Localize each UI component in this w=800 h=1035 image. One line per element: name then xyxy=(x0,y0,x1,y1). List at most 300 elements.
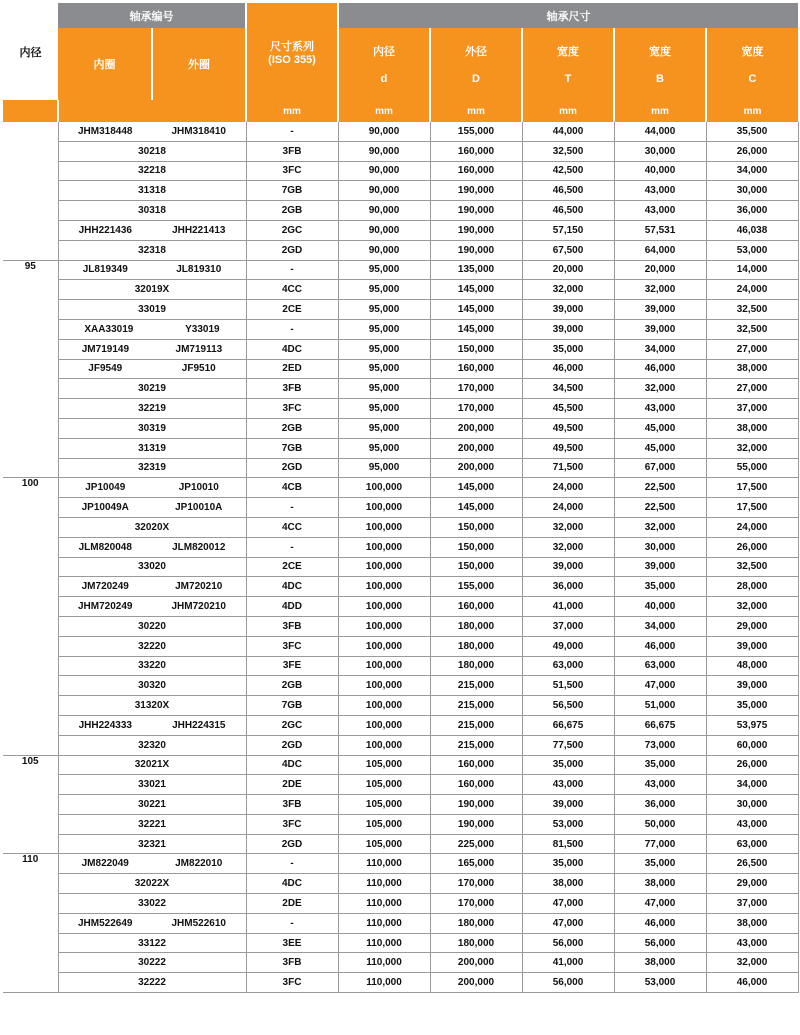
dim-T-cell: 24,000 xyxy=(522,478,614,498)
bearing-number: 32221 xyxy=(138,818,166,830)
dimension-series-cell: 7GB xyxy=(246,696,338,716)
dim-T-cell: 46,000 xyxy=(522,359,614,379)
dim-header-d xyxy=(338,28,430,100)
dim-T-cell: 32,500 xyxy=(522,141,614,161)
bearing-number-pair xyxy=(59,264,246,275)
dim-D-cell: 135,000 xyxy=(430,260,522,280)
bearing-number-cell xyxy=(58,122,246,141)
dim-d-cell: 100,000 xyxy=(338,597,430,617)
dim-C-cell: 46,038 xyxy=(706,220,798,240)
dimension-series-cell: 2ED xyxy=(246,359,338,379)
dimension-series-cell: 3FE xyxy=(246,656,338,676)
dim-T-cell: 57,150 xyxy=(522,220,614,240)
dim-C-cell: 24,000 xyxy=(706,517,798,537)
dim-D-cell: 145,000 xyxy=(430,280,522,300)
dim-C-cell: 32,500 xyxy=(706,319,798,339)
dim-D-cell: 215,000 xyxy=(430,735,522,755)
dim-D-cell: 145,000 xyxy=(430,300,522,320)
dim-T-cell: 51,500 xyxy=(522,676,614,696)
dim-T-cell: 71,500 xyxy=(522,458,614,478)
dim-T-cell: 34,500 xyxy=(522,379,614,399)
table-row xyxy=(3,616,798,636)
dim-C-cell: 32,000 xyxy=(706,953,798,973)
unit-cell-C: mm xyxy=(706,100,798,122)
dim-d-cell: 100,000 xyxy=(338,577,430,597)
dim-B-cell: 34,000 xyxy=(614,616,706,636)
dim-T-cell: 39,000 xyxy=(522,319,614,339)
table-row xyxy=(3,300,798,320)
dim-header-name: 宽度 xyxy=(741,46,764,58)
bearing-number: 32320 xyxy=(138,739,166,751)
dimension-series-cell: 2GC xyxy=(246,715,338,735)
dimension-series-cell: 3FB xyxy=(246,379,338,399)
outer-ring-header: 外圈 xyxy=(152,28,246,100)
dim-C-cell: 32,000 xyxy=(706,597,798,617)
bearing-number: 33220 xyxy=(138,660,166,672)
outer-ring-number: JLM820012 xyxy=(172,541,226,553)
outer-ring-number: JF9510 xyxy=(181,363,216,375)
bearing-number-cell xyxy=(58,319,246,339)
inner-ring-number: JHM522649 xyxy=(78,917,133,929)
dim-C-cell: 38,000 xyxy=(706,913,798,933)
bearing-number: 33020 xyxy=(138,561,166,573)
bearing-number-cell xyxy=(58,656,246,676)
table-row xyxy=(3,814,798,834)
dim-B-cell: 47,000 xyxy=(614,894,706,914)
bore-group-cell xyxy=(3,122,58,260)
dim-C-cell: 48,000 xyxy=(706,656,798,676)
dim-D-cell: 155,000 xyxy=(430,577,522,597)
dim-B-cell: 35,000 xyxy=(614,854,706,874)
dimension-series-header xyxy=(246,3,338,100)
dim-d-cell: 105,000 xyxy=(338,795,430,815)
bearing-number: 33019 xyxy=(138,304,166,316)
bearing-number-cell xyxy=(58,696,246,716)
bore-group-cell: 95 xyxy=(3,260,58,478)
dim-d-cell: 90,000 xyxy=(338,181,430,201)
bearing-number-cell xyxy=(58,834,246,854)
table-row xyxy=(3,696,798,716)
bearing-number-cell xyxy=(58,854,246,874)
dim-d-cell: 100,000 xyxy=(338,557,430,577)
dim-D-cell: 215,000 xyxy=(430,676,522,696)
dim-B-cell: 34,000 xyxy=(614,339,706,359)
dim-T-cell: 32,000 xyxy=(522,280,614,300)
dimension-series-cell: 7GB xyxy=(246,438,338,458)
dim-d-cell: 100,000 xyxy=(338,696,430,716)
bearing-number: 32318 xyxy=(138,244,166,256)
inner-ring-number: JF9549 xyxy=(88,363,123,375)
dimension-series-label: 尺寸系列 xyxy=(270,40,314,53)
dim-C-cell: 29,000 xyxy=(706,616,798,636)
dim-D-cell: 200,000 xyxy=(430,438,522,458)
dim-D-cell: 190,000 xyxy=(430,795,522,815)
bearing-number-cell xyxy=(58,161,246,181)
bearing-number-pair xyxy=(59,581,246,592)
bearing-number: 30222 xyxy=(138,957,166,969)
dim-T-cell: 39,000 xyxy=(522,300,614,320)
dim-D-cell: 200,000 xyxy=(430,973,522,993)
dim-C-cell: 35,000 xyxy=(706,696,798,716)
dim-D-cell: 170,000 xyxy=(430,399,522,419)
dim-B-cell: 43,000 xyxy=(614,201,706,221)
table-row xyxy=(3,715,798,735)
bore-header: 内径 xyxy=(3,3,58,100)
table-row xyxy=(3,913,798,933)
dim-B-cell: 22,500 xyxy=(614,498,706,518)
dim-T-cell: 35,000 xyxy=(522,755,614,775)
outer-ring-number: JHM318410 xyxy=(171,125,226,137)
dim-C-cell: 55,000 xyxy=(706,458,798,478)
dim-C-cell: 26,000 xyxy=(706,141,798,161)
bearing-number: 30220 xyxy=(138,620,166,632)
dim-C-cell: 34,000 xyxy=(706,775,798,795)
dimension-series-cell: 4DC xyxy=(246,755,338,775)
dim-B-cell: 38,000 xyxy=(614,874,706,894)
dim-D-cell: 200,000 xyxy=(430,458,522,478)
dimension-series-cell: 3FB xyxy=(246,616,338,636)
outer-ring-number: JP10010A xyxy=(175,502,223,514)
dim-d-cell: 110,000 xyxy=(338,894,430,914)
dim-C-cell: 35,500 xyxy=(706,122,798,141)
dimension-series-cell: 2GD xyxy=(246,735,338,755)
dim-d-cell: 90,000 xyxy=(338,141,430,161)
dimension-series-cell: - xyxy=(246,122,338,141)
bearing-number: 32219 xyxy=(138,403,166,415)
dim-T-cell: 47,000 xyxy=(522,894,614,914)
dim-d-cell: 100,000 xyxy=(338,676,430,696)
outer-ring-number: Y33019 xyxy=(185,323,220,335)
table-row xyxy=(3,240,798,260)
dim-T-cell: 77,500 xyxy=(522,735,614,755)
dim-T-cell: 39,000 xyxy=(522,557,614,577)
dim-C-cell: 46,000 xyxy=(706,973,798,993)
dim-T-cell: 49,000 xyxy=(522,636,614,656)
table-row xyxy=(3,220,798,240)
dimension-series-cell: 2GB xyxy=(246,676,338,696)
dimension-series-cell: 3FC xyxy=(246,973,338,993)
table-row xyxy=(3,379,798,399)
dim-B-cell: 46,000 xyxy=(614,913,706,933)
dim-C-cell: 14,000 xyxy=(706,260,798,280)
dim-d-cell: 90,000 xyxy=(338,201,430,221)
dim-d-cell: 110,000 xyxy=(338,913,430,933)
dim-D-cell: 170,000 xyxy=(430,874,522,894)
bearing-number: 32019X xyxy=(134,284,170,296)
bearing-number-header: 轴承编号 xyxy=(58,3,246,28)
table-row xyxy=(3,201,798,221)
dim-header-T xyxy=(522,28,614,100)
bearing-number: 32321 xyxy=(138,838,166,850)
table-row xyxy=(3,755,798,775)
dim-T-cell: 32,000 xyxy=(522,517,614,537)
dim-C-cell: 37,000 xyxy=(706,894,798,914)
dim-B-cell: 51,000 xyxy=(614,696,706,716)
dim-B-cell: 44,000 xyxy=(614,122,706,141)
dim-B-cell: 77,000 xyxy=(614,834,706,854)
dimension-series-cell: 3FB xyxy=(246,953,338,973)
outer-ring-number: JM822010 xyxy=(175,858,223,870)
dim-T-cell: 63,000 xyxy=(522,656,614,676)
dim-D-cell: 190,000 xyxy=(430,814,522,834)
outer-ring-number: JM719113 xyxy=(175,343,223,355)
table-row xyxy=(3,280,798,300)
table-row xyxy=(3,537,798,557)
table-body xyxy=(3,100,798,993)
outer-ring-number: JHH224315 xyxy=(172,719,226,731)
dim-T-cell: 56,000 xyxy=(522,933,614,953)
dim-D-cell: 150,000 xyxy=(430,557,522,577)
table-row xyxy=(3,775,798,795)
dim-T-cell: 42,500 xyxy=(522,161,614,181)
dim-header-symbol: D xyxy=(472,73,480,85)
dim-D-cell: 190,000 xyxy=(430,181,522,201)
bearing-number-pair xyxy=(59,363,246,374)
dim-d-cell: 90,000 xyxy=(338,161,430,181)
bearing-number-cell xyxy=(58,339,246,359)
dim-B-cell: 39,000 xyxy=(614,557,706,577)
dim-C-cell: 34,000 xyxy=(706,161,798,181)
dim-C-cell: 32,000 xyxy=(706,438,798,458)
dim-d-cell: 110,000 xyxy=(338,874,430,894)
bearing-number-cell xyxy=(58,676,246,696)
dim-T-cell: 24,000 xyxy=(522,498,614,518)
dim-B-cell: 20,000 xyxy=(614,260,706,280)
dimension-series-cell: 3FC xyxy=(246,636,338,656)
dimension-series-cell: 3FC xyxy=(246,399,338,419)
dimension-series-cell: 4CB xyxy=(246,478,338,498)
dim-D-cell: 180,000 xyxy=(430,656,522,676)
table-row xyxy=(3,656,798,676)
dim-D-cell: 170,000 xyxy=(430,379,522,399)
dim-B-cell: 43,000 xyxy=(614,399,706,419)
dim-header-name: 宽度 xyxy=(649,46,671,58)
dim-B-cell: 66,675 xyxy=(614,715,706,735)
dimension-series-cell: 4CC xyxy=(246,280,338,300)
dim-T-cell: 66,675 xyxy=(522,715,614,735)
bearing-number-cell xyxy=(58,498,246,518)
table-row xyxy=(3,834,798,854)
dim-T-cell: 46,500 xyxy=(522,181,614,201)
outer-ring-number: JL819310 xyxy=(176,264,222,276)
bearing-number-cell xyxy=(58,280,246,300)
dim-d-cell: 110,000 xyxy=(338,854,430,874)
dim-D-cell: 165,000 xyxy=(430,854,522,874)
dim-B-cell: 38,000 xyxy=(614,953,706,973)
dim-C-cell: 53,975 xyxy=(706,715,798,735)
bore-group-cell: 105 xyxy=(3,755,58,854)
dim-C-cell: 38,000 xyxy=(706,359,798,379)
dim-T-cell: 49,500 xyxy=(522,418,614,438)
dim-B-cell: 39,000 xyxy=(614,300,706,320)
dim-D-cell: 180,000 xyxy=(430,933,522,953)
dim-T-cell: 46,500 xyxy=(522,201,614,221)
dim-C-cell: 43,000 xyxy=(706,814,798,834)
dim-D-cell: 180,000 xyxy=(430,913,522,933)
dim-D-cell: 180,000 xyxy=(430,636,522,656)
bearing-number-pair xyxy=(59,720,246,731)
bearing-number-cell xyxy=(58,814,246,834)
dim-header-B xyxy=(614,28,706,100)
bearing-number-cell xyxy=(58,240,246,260)
dim-C-cell: 63,000 xyxy=(706,834,798,854)
dim-d-cell: 105,000 xyxy=(338,834,430,854)
dim-B-cell: 47,000 xyxy=(614,676,706,696)
bearing-number-pair xyxy=(59,225,246,236)
dimension-series-cell: 3EE xyxy=(246,933,338,953)
dim-D-cell: 190,000 xyxy=(430,240,522,260)
bearing-number-cell xyxy=(58,775,246,795)
dim-T-cell: 45,500 xyxy=(522,399,614,419)
bearing-number-cell xyxy=(58,597,246,617)
inner-ring-number: XAA33019 xyxy=(84,323,134,335)
dimension-series-cell: 4DD xyxy=(246,597,338,617)
dim-B-cell: 35,000 xyxy=(614,577,706,597)
dim-B-cell: 53,000 xyxy=(614,973,706,993)
bearing-number-pair xyxy=(59,502,246,513)
dim-B-cell: 43,000 xyxy=(614,181,706,201)
bearing-number: 30320 xyxy=(138,680,166,692)
bearing-number-cell xyxy=(58,517,246,537)
bearing-number: 31319 xyxy=(138,442,166,454)
dim-header-symbol: d xyxy=(380,73,388,85)
table-row xyxy=(3,260,798,280)
dim-D-cell: 200,000 xyxy=(430,953,522,973)
dim-d-cell: 90,000 xyxy=(338,240,430,260)
dim-B-cell: 22,500 xyxy=(614,478,706,498)
dim-D-cell: 160,000 xyxy=(430,359,522,379)
table-row xyxy=(3,359,798,379)
dim-B-cell: 35,000 xyxy=(614,755,706,775)
bearing-number-cell xyxy=(58,220,246,240)
unit-cell-number xyxy=(58,100,246,122)
table-row xyxy=(3,636,798,656)
bearing-number: 32218 xyxy=(138,165,166,177)
table-row xyxy=(3,498,798,518)
bearing-number-cell xyxy=(58,636,246,656)
dim-B-cell: 40,000 xyxy=(614,597,706,617)
table-row xyxy=(3,122,798,141)
outer-ring-number: JP10010 xyxy=(178,482,219,494)
bearing-number-cell xyxy=(58,438,246,458)
dim-C-cell: 32,500 xyxy=(706,557,798,577)
dimension-series-cell: 2GB xyxy=(246,201,338,221)
table-row xyxy=(3,458,798,478)
dim-B-cell: 45,000 xyxy=(614,418,706,438)
dim-B-cell: 40,000 xyxy=(614,161,706,181)
table-row xyxy=(3,933,798,953)
bearing-number: 32222 xyxy=(138,977,166,989)
dim-D-cell: 190,000 xyxy=(430,220,522,240)
table-row xyxy=(3,339,798,359)
bearing-number: 33122 xyxy=(138,937,166,949)
dim-B-cell: 67,000 xyxy=(614,458,706,478)
dim-header-C xyxy=(706,28,798,100)
dim-D-cell: 150,000 xyxy=(430,339,522,359)
bearing-number: 32220 xyxy=(138,640,166,652)
dim-d-cell: 95,000 xyxy=(338,260,430,280)
inner-ring-number: JHM318448 xyxy=(78,125,133,137)
unit-cell-D: mm xyxy=(430,100,522,122)
dim-C-cell: 36,000 xyxy=(706,201,798,221)
dim-d-cell: 100,000 xyxy=(338,656,430,676)
dimension-series-cell: 2GD xyxy=(246,834,338,854)
bearing-number-pair xyxy=(59,324,246,335)
dim-D-cell: 160,000 xyxy=(430,161,522,181)
dim-d-cell: 100,000 xyxy=(338,517,430,537)
bearing-number-cell xyxy=(58,379,246,399)
dimension-series-cell: - xyxy=(246,537,338,557)
dim-header-D xyxy=(430,28,522,100)
dimension-series-cell: 2GB xyxy=(246,418,338,438)
dim-d-cell: 95,000 xyxy=(338,280,430,300)
dim-T-cell: 35,000 xyxy=(522,854,614,874)
outer-ring-number: JHH221413 xyxy=(172,224,226,236)
dim-d-cell: 95,000 xyxy=(338,399,430,419)
dimension-series-cell: 7GB xyxy=(246,181,338,201)
dim-d-cell: 95,000 xyxy=(338,300,430,320)
dim-d-cell: 105,000 xyxy=(338,775,430,795)
bearing-number-cell xyxy=(58,953,246,973)
dimension-series-cell: - xyxy=(246,319,338,339)
dim-d-cell: 110,000 xyxy=(338,933,430,953)
dimension-series-cell: 4DC xyxy=(246,339,338,359)
dim-d-cell: 90,000 xyxy=(338,122,430,141)
dim-D-cell: 150,000 xyxy=(430,537,522,557)
dim-C-cell: 30,000 xyxy=(706,181,798,201)
bearing-number-cell xyxy=(58,418,246,438)
dimension-series-cell: 2CE xyxy=(246,557,338,577)
dim-B-cell: 36,000 xyxy=(614,795,706,815)
bearing-number-cell xyxy=(58,715,246,735)
dim-d-cell: 110,000 xyxy=(338,953,430,973)
dim-C-cell: 60,000 xyxy=(706,735,798,755)
dim-D-cell: 160,000 xyxy=(430,775,522,795)
bearing-number-pair xyxy=(59,344,246,355)
dim-d-cell: 100,000 xyxy=(338,537,430,557)
dim-D-cell: 200,000 xyxy=(430,418,522,438)
dim-B-cell: 46,000 xyxy=(614,359,706,379)
bearing-number: 32022X xyxy=(134,878,170,890)
dim-C-cell: 39,000 xyxy=(706,636,798,656)
dim-d-cell: 90,000 xyxy=(338,220,430,240)
bearing-number-cell xyxy=(58,300,246,320)
unit-row xyxy=(3,100,798,122)
dimension-series-cell: 2DE xyxy=(246,894,338,914)
bearing-number-cell xyxy=(58,735,246,755)
bearing-number-pair xyxy=(59,482,246,493)
bearing-number-cell xyxy=(58,141,246,161)
inner-ring-number: JM720249 xyxy=(81,581,129,593)
bearing-number-cell xyxy=(58,933,246,953)
bearing-dimensions-header: 轴承尺寸 xyxy=(338,3,798,28)
dim-T-cell: 37,000 xyxy=(522,616,614,636)
dim-header-symbol: B xyxy=(656,73,664,85)
inner-ring-header: 内圈 xyxy=(58,28,152,100)
table-row xyxy=(3,854,798,874)
dimension-series-standard: (ISO 355) xyxy=(268,53,316,66)
bearing-number-cell xyxy=(58,359,246,379)
bearing-number-cell xyxy=(58,913,246,933)
dim-B-cell: 64,000 xyxy=(614,240,706,260)
dim-B-cell: 73,000 xyxy=(614,735,706,755)
dim-B-cell: 32,000 xyxy=(614,517,706,537)
table-row xyxy=(3,894,798,914)
bearing-number: 30318 xyxy=(138,205,166,217)
bearing-number: 32020X xyxy=(134,521,170,533)
table-row xyxy=(3,735,798,755)
table-row xyxy=(3,418,798,438)
